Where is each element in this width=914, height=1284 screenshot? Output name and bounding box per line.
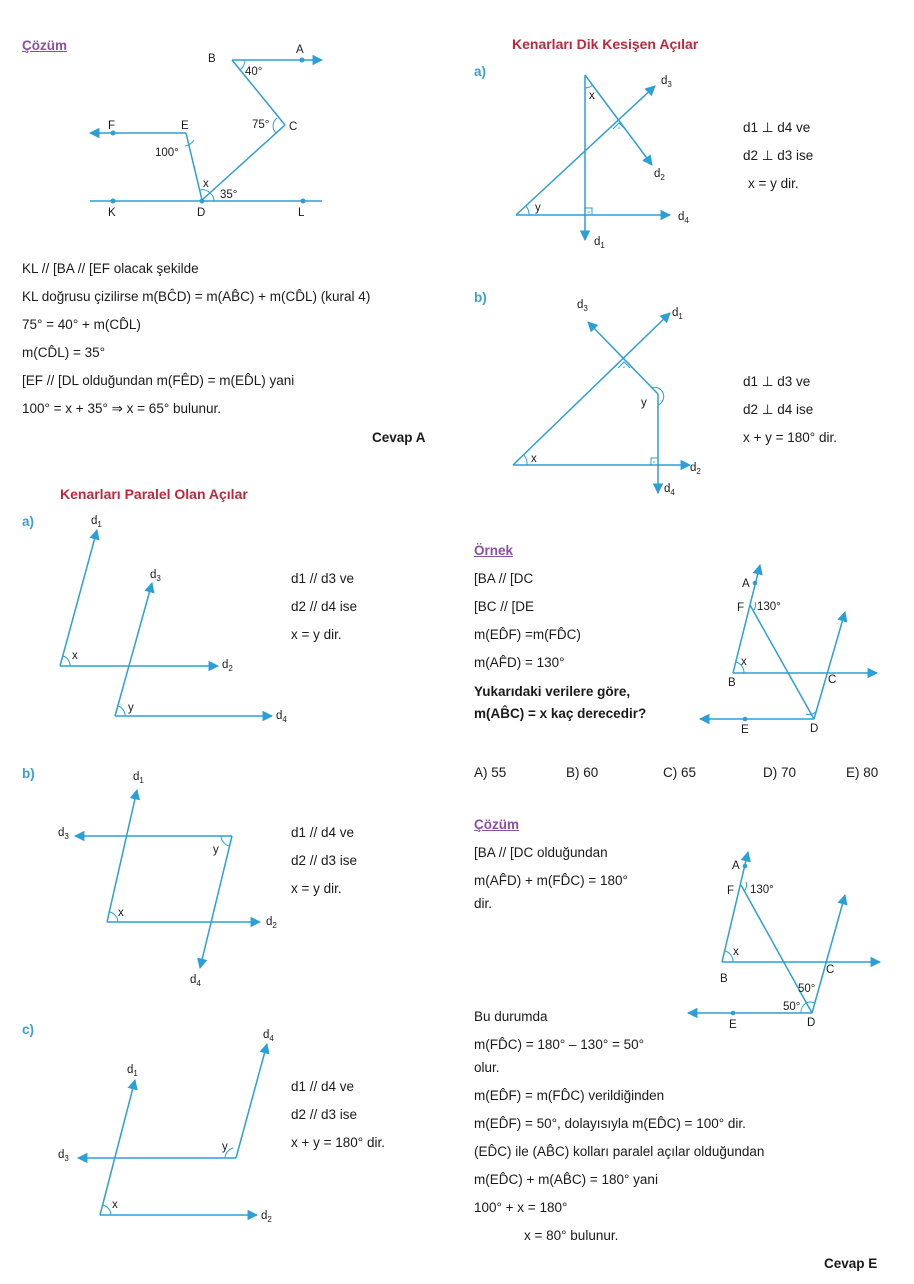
pb-text-1: d1 // d4 ve: [291, 825, 355, 840]
svg-text:E: E: [729, 1019, 737, 1031]
svg-text:B: B: [720, 973, 728, 985]
question-line-2: m(AB̂C) = x kaç derecedir?: [474, 706, 647, 721]
rb-text-3: x + y = 180° dir.: [743, 430, 837, 445]
pb-text-2: d2 // d3 ise: [291, 853, 358, 868]
choice-c[interactable]: C) 65: [663, 765, 697, 780]
ra-text-1: d1 ⊥ d4 ve: [743, 120, 811, 135]
svg-text:d4: $d_4$: [664, 483, 675, 497]
fig1-B: B: [208, 53, 216, 65]
svg-text:x: x: [733, 946, 739, 958]
example-line-1: [BA // [DC: [474, 571, 534, 586]
fig1-x: x: [203, 178, 209, 190]
svg-text:y: y: [213, 844, 219, 856]
svg-text:d4: $d_4$: [263, 1029, 274, 1043]
s2-b-3: olur.: [474, 1060, 500, 1075]
svg-text:d3: $d_3$: [150, 569, 161, 583]
example-line-4: m(AF̂D) = 130°: [474, 655, 565, 670]
fig1-C: C: [289, 121, 298, 133]
svg-text:130°: 130°: [757, 601, 781, 613]
svg-text:d4: $d_4$: [678, 211, 689, 225]
svg-text:130°: 130°: [750, 884, 774, 896]
fig1-100: 100°: [155, 147, 179, 159]
choice-e[interactable]: E) 80: [846, 765, 879, 780]
svg-text:x: x: [589, 90, 595, 102]
pa-text-2: d2 // d4 ise: [291, 599, 358, 614]
svg-text:d2: $d_2$: [654, 168, 665, 182]
svg-text:d4: $d_4$: [190, 974, 201, 988]
pc-text-1: d1 // d4 ve: [291, 1079, 355, 1094]
s2-b-7: m(ED̂C) + m(AB̂C) = 180° yani: [474, 1172, 658, 1187]
fig1-F: F: [108, 120, 116, 132]
solution-line-2: KL doğrusu çizilirse m(BĈD) = m(AB̂C) + m(CD̂L) (kural 4): [22, 289, 371, 304]
choice-d[interactable]: D) 70: [763, 765, 797, 780]
svg-text:d3: $d_3$: [577, 299, 588, 313]
svg-text:d2: $d_2$: [261, 1210, 272, 1224]
pc-text-3: x + y = 180° dir.: [291, 1135, 385, 1150]
svg-text:d2: $d_2$: [690, 462, 701, 476]
parallel-b-label: b): [22, 766, 35, 781]
svg-text:d1: $d_1$: [127, 1064, 138, 1078]
svg-text:d2: $d_2$: [266, 916, 277, 930]
svg-text:d1: $d_1$: [594, 236, 605, 250]
svg-text:y: y: [222, 1141, 228, 1153]
s2-top-3: dir.: [474, 896, 493, 911]
s2-b-8: 100° + x = 180°: [474, 1200, 568, 1215]
svg-text:x: x: [531, 453, 537, 465]
answer-a: Cevap A: [372, 430, 426, 445]
svg-text:y: y: [535, 202, 541, 214]
answer-e: Cevap E: [824, 1256, 878, 1271]
pc-text-2: d2 // d3 ise: [291, 1107, 358, 1122]
svg-text:F: F: [737, 602, 745, 614]
fig1-35: 35°: [220, 189, 238, 201]
fig1-L: L: [298, 207, 305, 219]
solution-line-3: 75° = 40° + m(CD̂L): [22, 317, 141, 332]
pa-text-3: x = y dir.: [291, 627, 342, 642]
svg-text:50°: 50°: [783, 1001, 801, 1013]
s2-b-9: x = 80° bulunur.: [524, 1228, 619, 1243]
s2-top-2: m(AF̂D) + m(FD̂C) = 180°: [474, 873, 628, 888]
svg-text:C: C: [828, 674, 837, 686]
svg-text:C: C: [826, 964, 835, 976]
solution-line-5: [EF // [DL olduğundan m(FÊD) = m(ED̂L) yani: [22, 373, 295, 388]
fig1-A: A: [296, 44, 304, 56]
s2-b-4: m(ED̂F) = m(FD̂C) verildiğinden: [474, 1088, 665, 1103]
svg-text:d3: $d_3$: [58, 1149, 69, 1163]
svg-text:x: x: [112, 1199, 118, 1211]
svg-text:x: x: [118, 907, 124, 919]
example-heading: Örnek: [474, 543, 514, 558]
solution-line-6: 100° = x + 35° ⇒ x = 65° bulunur.: [22, 401, 222, 416]
solution-heading: Çözüm: [22, 38, 67, 53]
perpendicular-angles-title: Kenarları Dik Kesişen Açılar: [512, 36, 699, 52]
rb-text-2: d2 ⊥ d4 ise: [743, 402, 814, 417]
choice-a[interactable]: A) 55: [474, 765, 507, 780]
s2-b-2: m(FD̂C) = 180° – 130° = 50°: [474, 1037, 645, 1052]
s2-b-5: m(ED̂F) = 50°, dolayısıyla m(ED̂C) = 100° dir.: [474, 1116, 746, 1131]
parallel-angles-title: Kenarları Paralel Olan Açılar: [60, 486, 248, 502]
svg-text:E: E: [741, 724, 749, 736]
example-line-3: m(ED̂F) =m(FD̂C): [474, 627, 581, 642]
svg-text:d1: $d_1$: [672, 307, 683, 321]
svg-text:d3: $d_3$: [58, 827, 69, 841]
svg-text:D: D: [807, 1017, 816, 1029]
svg-text:x: x: [72, 650, 78, 662]
svg-text:d2: $d_2$: [222, 659, 233, 673]
rb-text-1: d1 ⊥ d3 ve: [743, 374, 811, 389]
s2-b-1: Bu durumda: [474, 1009, 548, 1024]
fig1-E: E: [181, 120, 189, 132]
svg-text:B: B: [728, 677, 736, 689]
question-line-1: Yukarıdaki verilere göre,: [474, 684, 631, 699]
svg-text:d1: $d_1$: [91, 515, 102, 529]
perp-a-label: a): [474, 64, 487, 79]
fig1-75: 75°: [252, 119, 270, 131]
pa-text-1: d1 // d3 ve: [291, 571, 355, 586]
parallel-c-label: c): [22, 1022, 35, 1037]
solution-line-1: KL // [BA // [EF olacak şekilde: [22, 261, 199, 276]
svg-text:D: D: [810, 723, 819, 735]
fig1-K: K: [108, 207, 116, 219]
pb-text-3: x = y dir.: [291, 881, 342, 896]
svg-text:A: A: [742, 578, 750, 590]
ra-text-3: x = y dir.: [748, 176, 799, 191]
perp-b-label: b): [474, 290, 487, 305]
choice-b[interactable]: B) 60: [566, 765, 599, 780]
solution-line-4: m(CD̂L) = 35°: [22, 345, 106, 360]
s2-top-1: [BA // [DC olduğundan: [474, 845, 608, 860]
svg-text:x: x: [741, 656, 747, 668]
svg-text:y: y: [128, 702, 134, 714]
svg-text:y: y: [641, 397, 647, 409]
parallel-a-label: a): [22, 514, 35, 529]
example-line-2: [BC // [DE: [474, 599, 535, 614]
fig1-40: 40°: [245, 66, 263, 78]
svg-text:d1: $d_1$: [133, 771, 144, 785]
svg-text:d3: $d_3$: [661, 75, 672, 89]
s2-b-6: (ED̂C) ile (AB̂C) kolları paralel açılar olduğundan: [474, 1144, 765, 1159]
svg-text:50°: 50°: [798, 983, 816, 995]
svg-text:F: F: [727, 885, 735, 897]
fig1-D: D: [197, 207, 206, 219]
svg-text:d4: $d_4$: [276, 710, 287, 724]
svg-text:A: A: [732, 860, 740, 872]
ra-text-2: d2 ⊥ d3 ise: [743, 148, 814, 163]
solution2-heading: Çözüm: [474, 817, 519, 832]
